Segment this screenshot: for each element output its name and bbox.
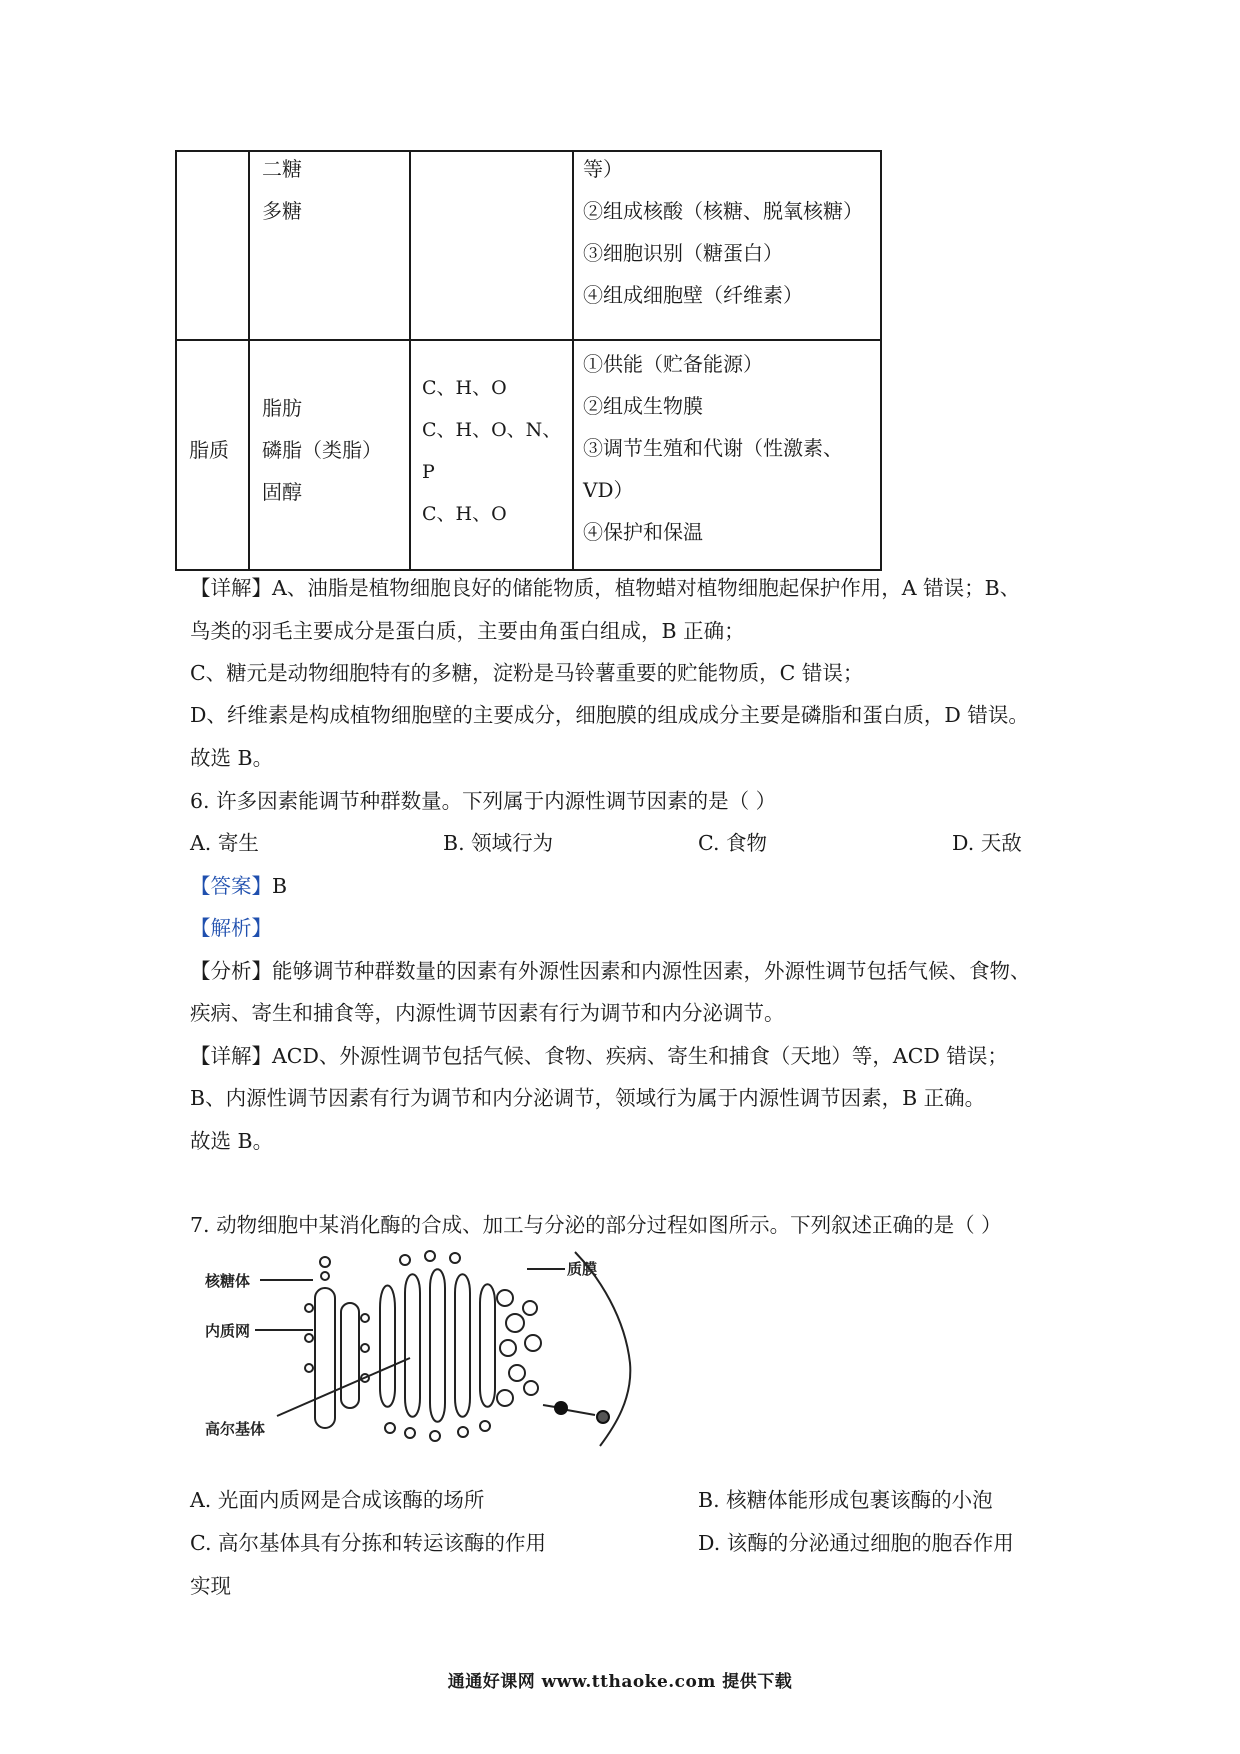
subtype-cell	[262, 387, 382, 513]
er-tube	[315, 1288, 335, 1428]
q7-option-b: B. 核糖体能形成包裹该酶的小泡	[698, 1488, 993, 1512]
membrane-label: 质膜	[567, 1260, 598, 1278]
q7-option-d-continued: 实现	[190, 1574, 231, 1598]
q6-stem: 6. 许多因素能调节种群数量。下列属于内源性调节因素的是（ ）	[190, 789, 777, 813]
column-divider	[409, 152, 411, 340]
subtype-cell	[262, 148, 302, 232]
golgi-label: 高尔基体	[205, 1420, 266, 1438]
ribosome-label: 核糖体	[205, 1272, 251, 1290]
page-footer: 通通好课网 www.tthaoke.com 提供下载	[447, 1672, 793, 1692]
element-text: C、H、O	[422, 503, 507, 525]
secretory-vesicle	[554, 1401, 568, 1415]
q5-detail-line: C、糖元是动物细胞特有的多糖，淀粉是马铃薯重要的贮能物质，C 错误；	[190, 661, 864, 685]
q7-option-d: D. 该酶的分泌通过细胞的胞吞作用	[698, 1531, 1014, 1555]
function-text: ③细胞识别（糖蛋白）	[583, 241, 783, 265]
type-text: 脂质	[189, 438, 229, 462]
function-text: ②组成生物膜	[583, 394, 703, 418]
q5-detail-line: 故选 B。	[190, 746, 274, 770]
subtype-text: 磷脂（类脂）	[262, 438, 382, 462]
q6-answer	[190, 871, 287, 901]
function-cell	[583, 343, 843, 553]
function-text: 等）	[583, 157, 623, 181]
q6-analysis-line: 【分析】能够调节种群数量的因素有外源性因素和内源性因素，外源性调节包括气候、食物、	[190, 959, 1031, 983]
q6-analysis-line: B、内源性调节因素有行为调节和内分泌调节，领域行为属于内源性调节因素，B 正确。	[190, 1086, 986, 1110]
answer-tag: 【答案】	[190, 874, 272, 898]
q7-option-c: C. 高尔基体具有分拣和转运该酶的作用	[190, 1531, 546, 1555]
q6-option-b: B. 领域行为	[443, 831, 554, 855]
column-divider	[409, 341, 411, 569]
table-row-sugar	[175, 150, 882, 340]
column-divider	[248, 341, 250, 569]
q6-analysis-line: 疾病、寄生和捕食等，内源性调节因素有行为调节和内分泌调节。	[190, 1001, 785, 1025]
q7-stem: 7. 动物细胞中某消化酶的合成、加工与分泌的部分过程如图所示。下列叙述正确的是（ ）	[190, 1213, 1002, 1237]
exocytosis-vesicle	[597, 1411, 609, 1423]
type-cell	[189, 429, 229, 471]
function-text: ②组成核酸（核糖、脱氧核糖）	[583, 199, 863, 223]
element-text: C、H、O、N、	[422, 419, 562, 441]
q5-detail-line: 【详解】A、油脂是植物细胞良好的储能物质，植物蜡对植物细胞起保护作用，A 错误；B、	[190, 576, 1021, 600]
subtype-text: 固醇	[262, 480, 302, 504]
analysis-tag: 【解析】	[190, 916, 272, 940]
subtype-text: 多糖	[262, 199, 302, 223]
q6-analysis-tag	[190, 913, 272, 943]
q6-analysis-line: 故选 B。	[190, 1129, 274, 1153]
column-divider	[572, 341, 574, 569]
q6-analysis-line: 【详解】ACD、外源性调节包括气候、食物、疾病、寄生和捕食（天地）等，ACD 错误；	[190, 1044, 1008, 1068]
element-cell	[422, 368, 561, 536]
element-text: P	[422, 461, 435, 483]
function-text: ①供能（贮备能源）	[583, 352, 763, 376]
q6-option-d: D. 天敌	[952, 831, 1022, 855]
cell-secretion-figure	[205, 1248, 655, 1448]
q5-detail-line: 鸟类的羽毛主要成分是蛋白质，主要由角蛋白组成，B 正确；	[190, 619, 745, 643]
function-text: ③调节生殖和代谢（性激素、	[583, 436, 843, 460]
function-text: ④组成细胞壁（纤维素）	[583, 283, 803, 307]
cell-secretion-diagram	[205, 1248, 655, 1448]
q5-detail-line: D、纤维素是构成植物细胞壁的主要成分，细胞膜的组成成分主要是磷脂和蛋白质，D 错误。	[190, 703, 1029, 727]
q6-option-a: A. 寄生	[190, 831, 259, 855]
er-label: 内质网	[205, 1322, 251, 1340]
q7-option-a: A. 光面内质网是合成该酶的场所	[190, 1488, 485, 1512]
answer-value: B	[272, 874, 288, 898]
function-text: ④保护和保温	[583, 520, 703, 544]
subtype-text: 二糖	[262, 157, 302, 181]
column-divider	[572, 152, 574, 340]
function-cell	[583, 148, 863, 316]
table-row-lipid	[175, 339, 882, 571]
nutrient-table	[175, 150, 882, 571]
element-text: C、H、O	[422, 377, 507, 399]
subtype-text: 脂肪	[262, 396, 302, 420]
function-text: VD）	[583, 478, 634, 502]
column-divider	[248, 152, 250, 340]
q6-option-c: C. 食物	[698, 831, 767, 855]
